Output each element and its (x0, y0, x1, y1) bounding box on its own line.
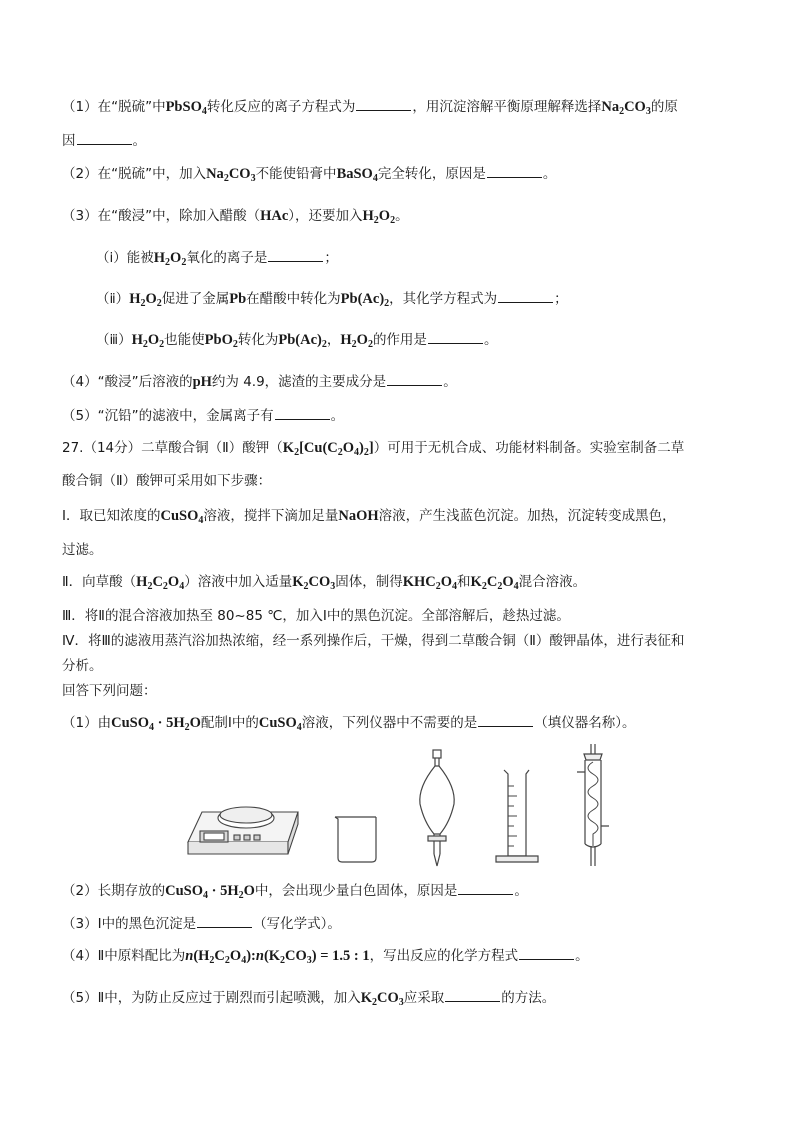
formula-baso4: BaSO$_4$ (336, 166, 378, 184)
q27-step1-cont: 过滤。 (62, 542, 103, 558)
q27-question1: （1）由CuSO$_4$ · $5H_2O$配制Ⅰ中的CuSO$_4$溶液，下列仪器中不需要的是 （填仪器名称）。 (62, 715, 636, 733)
condenser-icon (577, 744, 609, 866)
q27-question2: （2）长期存放的CuSO$_4$ · $5H_2O$中，会出现少量白色固体，原因是 。 (62, 883, 528, 901)
answer-blank[interactable] (268, 260, 323, 262)
formula-k2c2o4: $K_2C_2O_4$ (470, 574, 519, 592)
formula-naoh: NaOH (338, 508, 379, 524)
formula-cuso4: CuSO$_4$ (160, 508, 204, 526)
q27-step2: Ⅱ．向草酸$(H_2C_2O_4)$溶液中加入适量$K_2CO_3$固体，制得$KHC_2O_4$和$K_2C_2O_4$混合溶液。 (62, 574, 587, 592)
electronic-balance-icon (188, 807, 298, 854)
formula-cuso4-5h2o: CuSO$_4$ · $5H_2O$ (111, 715, 201, 733)
formula-k2co3: $K_2CO_3$ (360, 990, 404, 1008)
q27-step3: Ⅲ．将Ⅱ的混合溶液加热至 80~85 ℃，加入Ⅰ中的黑色沉淀。全部溶解后，趁热过滤。 (62, 608, 570, 624)
formula-h2o2: $H_2O_2$ (153, 250, 187, 268)
formula-na2co3: $Na_2CO_3$ (601, 99, 651, 117)
formula-pbso4: PbSO$_4$ (165, 99, 207, 117)
formula-h2o2: $H_2O_2$ (131, 332, 165, 350)
answer-blank[interactable] (275, 418, 330, 420)
q26-part3-i: （ⅰ）能被$H_2O_2$氧化的离子是 ； (96, 250, 338, 268)
graduated-cylinder-icon (496, 770, 538, 862)
formula-pb: Pb (229, 291, 247, 307)
formula-cuso4-5h2o: CuSO$_4$ · $5H_2O$ (165, 883, 255, 901)
q27-intro-line2: 酸合铜（Ⅱ）酸钾可采用如下步骤： (62, 473, 272, 489)
formula-h2o2: $H_2O_2$ (362, 208, 396, 226)
q26-part3-ii: $(ⅱ)H_2O_2$促进了金属Pb在醋酸中转化为$Pb(Ac)_2$，其化学方程式为 ； (96, 291, 568, 309)
beaker-icon (335, 817, 376, 862)
separatory-funnel-icon (420, 750, 454, 866)
q27-question4: （4）Ⅱ中原料配比为$n(H_2C_2O_4):n(K_2CO_3) = 1.5$ : 1，写出反应的化学方程式 。 (62, 948, 589, 966)
q27-intro-line1: 27.（14分）二草酸合铜（Ⅱ）酸钾$(K_2[Cu(C_2O_4)_2])$可用于无机合成、功能材料制备。实验室制备二草 (62, 440, 685, 458)
formula-h2c2o4: $H_2C_2O_4$ (136, 574, 185, 592)
q26-part2: （2）在“脱硫”中，加入$Na_2CO_3$不能使铅膏中BaSO$_4$完全转化，原因是 。 (62, 166, 557, 184)
formula-hac: HAc (260, 208, 289, 224)
q27-step4: Ⅳ．将Ⅲ的滤液用蒸汽浴加热浓缩，经一系列操作后，干燥，得到二草酸合铜（Ⅱ）酸钾晶体，进行表征和 (62, 633, 685, 649)
q26-part5: （5）“沉铅”的滤液中，金属离子有 。 (62, 408, 345, 424)
apparatus-figure (180, 742, 620, 872)
q26-part1-line1: （1）在“脱硫”中PbSO$_4$转化反应的离子方程式为 ，用沉淀溶解平衡原理解释选择$Na_2CO_3$的原 (62, 99, 678, 117)
q27-question5: （5）Ⅱ中，为防止反应过于剧烈而引起喷溅，加入$K_2CO_3$应采取 的方法。 (62, 990, 556, 1008)
answer-blank[interactable] (356, 109, 411, 111)
q26-part3-iii: $(ⅲ)H_2O_2$也能使PbO$_2$转化为$Pb(Ac)_2$，$H_2O_2$的作用是 。 (96, 332, 498, 350)
formula-ph: pH (192, 374, 212, 390)
q27-step4-cont: 分析。 (62, 658, 103, 674)
formula-pbac2: $Pb(Ac)_2$ (340, 291, 390, 309)
formula-k2cu-c2o4-2: $K_2[Cu(C_2O_4)_2]$ (282, 440, 374, 458)
q26-part3: （3）在“酸浸”中，除加入醋酸（HAc），还要加入$H_2O_2$。 (62, 208, 409, 226)
answer-blank[interactable] (487, 176, 542, 178)
formula-cuso4: CuSO$_4$ (258, 715, 302, 733)
answer-blank[interactable] (519, 958, 574, 960)
formula-pbac2: $Pb(Ac)_2$ (278, 332, 327, 350)
q27-answer-heading: 回答下列问题： (62, 683, 157, 699)
formula-khc2o4: $KHC_2O_4$ (402, 574, 458, 592)
formula-ratio: $n(H_2C_2O_4):n(K_2CO_3) = 1.5$ : 1 (185, 948, 370, 966)
answer-blank[interactable] (387, 384, 442, 386)
answer-blank[interactable] (478, 725, 533, 727)
q26-part4: （4）“酸浸”后溶液的pH约为 4.9，滤渣的主要成分是 。 (62, 374, 457, 390)
formula-h2o2: $H_2O_2$ (340, 332, 373, 350)
formula-h2o2: $H_2O_2$ (129, 291, 162, 309)
answer-blank[interactable] (428, 342, 483, 344)
answer-blank[interactable] (445, 1000, 500, 1002)
q27-step1: Ⅰ．取已知浓度的CuSO$_4$溶液，搅拌下滴加足量NaOH溶液，产生浅蓝色沉淀。加热，沉淀转变成黑色， (62, 508, 676, 526)
q27-question3: （3）Ⅰ中的黑色沉淀是 （写化学式）。 (62, 916, 341, 932)
answer-blank[interactable] (77, 143, 132, 145)
answer-blank[interactable] (458, 893, 513, 895)
formula-na2co3: $Na_2CO_3$ (206, 166, 256, 184)
answer-blank[interactable] (197, 926, 252, 928)
answer-blank[interactable] (498, 301, 553, 303)
formula-pbo2: PbO$_2$ (204, 332, 238, 350)
formula-k2co3: $K_2CO_3$ (292, 574, 336, 592)
q26-part1-line2: 因 。 (62, 133, 146, 149)
